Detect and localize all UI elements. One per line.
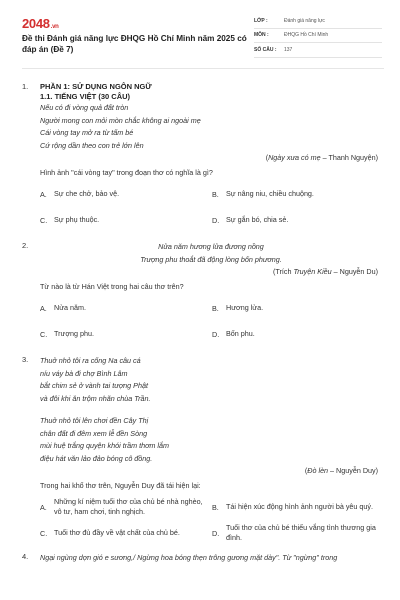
poem-stanza-1 [40,355,382,405]
poem-line: níu váy bà đi chợ Bình Lâm [40,368,128,378]
meta-subject-row [254,29,382,44]
question-3 [22,355,382,546]
header-divider [22,68,384,69]
question-4 [22,552,382,563]
meta-value: Đánh giá năng lực [284,17,325,24]
question-number: 2. [22,241,29,250]
option-b[interactable]: B. Sự nâng niu, chiều chuộng. [212,188,314,199]
poem-line: Nửa năm hương lửa đương nồng [158,242,264,251]
option-c[interactable]: C. Sự phụ thuộc. [40,214,100,225]
question-2 [22,241,382,347]
option-b[interactable]: B. Tái hiện xúc động hình ảnh người bà yêu quý. [212,501,373,512]
meta-value: ĐHQG Hồ Chí Minh [284,32,329,39]
document-title: Đề thi Đánh giá năng lực ĐHQG Hồ Chí Minh năm 2025 có đáp án (Đề 7) [22,34,247,54]
meta-class-row [254,14,382,29]
poem-source: (Trích Truyện Kiều – Nguyễn Du) [272,267,378,276]
option-d[interactable]: D. Bốn phu. [212,328,255,339]
question-number: 4. [22,552,29,561]
option-a[interactable]: A. Sự che chở, bảo vệ. [40,188,120,199]
poem-line: Nếu có đi vòng quả đất tròn [40,103,129,112]
question-stem: Từ nào là từ Hán Việt trong hai câu thơ trên? [40,282,184,291]
question-1 [22,82,382,233]
poem-line: bắt chim sẻ ở vành tai tượng Phật [40,381,148,390]
section-subtitle: 1.1. TIẾNG VIỆT (30 CÂU) [40,92,131,101]
page-header [22,14,382,64]
poem-stanza-2 [40,415,382,465]
part-title: PHẦN 1: SỬ DỤNG NGÔN NGỮ [40,82,152,91]
site-logo[interactable]: 2048.vn [22,16,59,31]
option-b[interactable]: B. Hương lửa. [212,302,264,313]
answer-options [40,494,382,546]
option-d[interactable]: D. Sự gắn bó, chia sẻ. [212,214,289,225]
meta-key: LỚP : [254,17,268,24]
answer-options [40,295,382,347]
question-list [22,82,382,563]
poem-line: và đôi khi ăn trộm nhãn chùa Trần. [40,393,151,403]
poem-excerpt [40,102,382,152]
poem-line: Thuở nhỏ tôi ra cống Na câu cá [40,356,141,365]
poem-line: mùi huệ trắng quyện khói trầm thơm lắm [40,441,169,450]
document-meta [254,14,382,58]
meta-value: 137 [284,46,293,53]
poem-source: (Đò lèn – Nguyễn Duy) [304,466,378,475]
poem-line: Người mong con mỏi mòn chắc không ai ngoài mẹ [40,115,201,125]
option-c[interactable]: C. Tuổi thơ đủ đầy về vật chất của chủ bé. [40,527,180,538]
question-stem: Trong hai khổ thơ trên, Nguyễn Duy đã tái hiện lại: [40,481,201,490]
question-stem: Ngại ngùng dợn gió e sương,/ Ngừng hoa bóng thẹn trông gương mặt dày". Từ "ngừng" trong [40,553,338,562]
meta-key: SỐ CÂU : [254,46,277,53]
poem-line: Thuở nhỏ tôi lên chơi đền Cây Thị [40,416,149,425]
poem-line: chân đất đi đêm xem lễ đền Sòng [40,428,148,438]
option-a[interactable]: A. Những kí niệm tuổi thơ của chủ bé nhà nghèo, vô tư, ham chơi, tinh nghịch. [40,496,203,516]
option-a[interactable]: A. Nửa năm. [40,302,86,313]
poem-source: (Ngày xưa có mẹ – Thanh Nguyện) [265,153,378,162]
question-number: 3. [22,355,29,364]
question-number: 1. [22,82,29,91]
meta-key: MÔN : [254,32,269,39]
poem-excerpt [40,241,382,266]
poem-line: Cứ rộng dần theo con trẻ lớn lên [40,140,144,150]
poem-line: Trượng phu thoắt đã động lòng bốn phương. [140,254,282,264]
poem-line: điệu hát văn lảo đảo bóng cô đồng. [40,453,153,463]
meta-count-row [254,43,382,58]
poem-line: Cái vòng tay mở ra từ tấm bé [40,128,134,137]
option-c[interactable]: C. Trượng phu. [40,328,95,339]
answer-options [40,181,382,233]
option-d[interactable]: D. Tuổi thơ của chủ bé thiếu vắng tình thương gia đình. [212,522,376,542]
question-stem: Hình ảnh "cái vòng tay" trong đoạn thơ có nghĩa là gì? [40,168,213,177]
